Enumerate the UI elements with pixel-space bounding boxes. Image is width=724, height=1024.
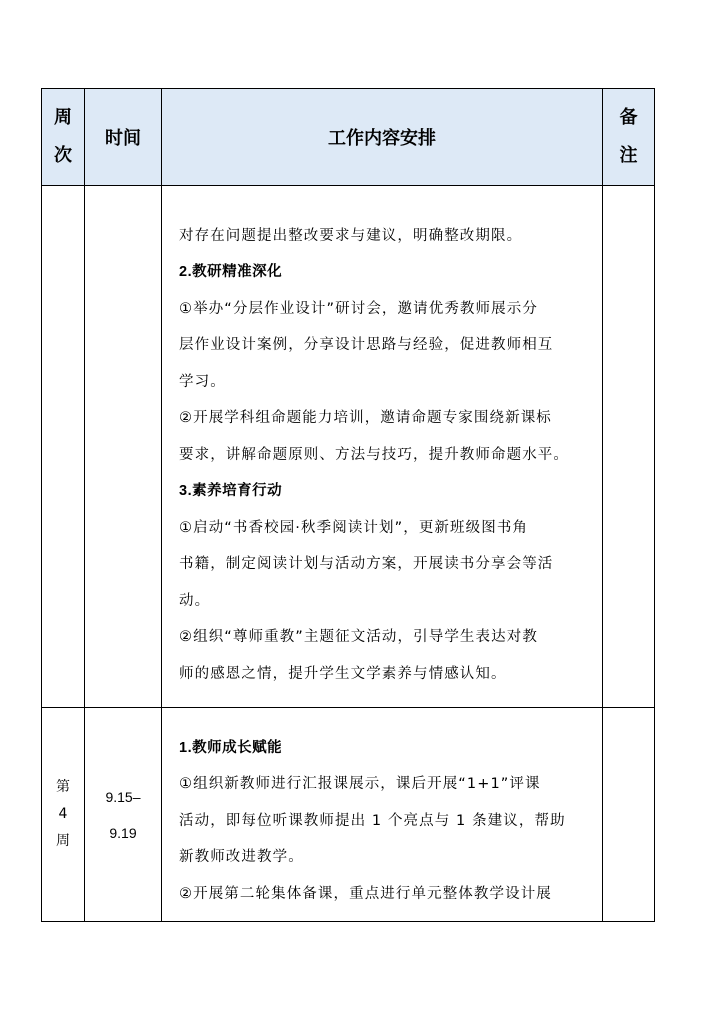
content-lines — [179, 218, 594, 693]
table-row — [42, 708, 655, 922]
content-cell — [162, 186, 603, 708]
week-cell — [42, 708, 85, 922]
week-label-char-2: 4 — [58, 806, 68, 822]
header-remark-char-2: 注 — [619, 145, 638, 166]
header-week-char-2: 次 — [54, 145, 72, 166]
date-cell — [85, 708, 162, 922]
content-line: 书籍，制定阅读计划与活动方案，开展读书分享会等活 — [179, 556, 554, 573]
content-cell — [162, 708, 603, 922]
table-header-row — [42, 89, 655, 186]
content-line: 动。 — [179, 592, 211, 609]
header-week-char-1: 周 — [54, 107, 72, 128]
date-end: 9.19 — [109, 824, 137, 841]
week-label-char-1: 第 — [56, 779, 70, 795]
section-heading: 3.素养培育行动 — [179, 483, 283, 500]
content-line: ①举办“分层作业设计”研讨会，邀请优秀教师展示分 — [179, 300, 538, 317]
content-line: 层作业设计案例，分享设计思路与经验，促进教师相互 — [179, 337, 554, 354]
week-label-char-3: 周 — [56, 833, 70, 849]
content-line: ②开展学科组命题能力培训，邀请命题专家围绕新课标 — [179, 410, 552, 427]
content-line: ②开展第二轮集体备课，重点进行单元整体教学设计展 — [179, 885, 552, 902]
content-line: 师的感恩之情，提升学生文学素养与情感认知。 — [179, 665, 507, 682]
remark-cell — [603, 708, 655, 922]
week-cell — [42, 186, 85, 708]
section-heading: 1.教师成长赋能 — [179, 739, 283, 756]
work-plan-table — [41, 88, 655, 922]
content-line: 对存在问题提出整改要求与建议，明确整改期限。 — [179, 227, 523, 244]
content-line: ①启动“书香校园·秋季阅读计划”，更新班级图书角 — [179, 519, 529, 536]
content-lines — [179, 730, 594, 913]
content-line: 要求，讲解命题原则、方法与技巧，提升教师命题水平。 — [179, 446, 569, 463]
date-start: 9.15– — [105, 788, 141, 805]
header-content: 工作内容安排 — [162, 89, 603, 186]
header-time: 时间 — [85, 89, 162, 186]
date-cell — [85, 186, 162, 708]
content-line: 学习。 — [179, 373, 226, 390]
remark-cell — [603, 186, 655, 708]
content-line: 新教师改进教学。 — [179, 849, 304, 866]
header-remark-char-1: 备 — [619, 107, 638, 128]
content-line: ①组织新教师进行汇报课展示，课后开展“1+1”评课 — [179, 776, 541, 793]
content-line: ②组织“尊师重教”主题征文活动，引导学生表达对教 — [179, 629, 538, 646]
table-row — [42, 186, 655, 708]
content-line: 活动，即每位听课教师提出 1 个亮点与 1 条建议，帮助 — [179, 812, 566, 829]
header-remark — [603, 89, 655, 186]
section-heading: 2.教研精准深化 — [179, 264, 283, 281]
header-week — [42, 89, 85, 186]
